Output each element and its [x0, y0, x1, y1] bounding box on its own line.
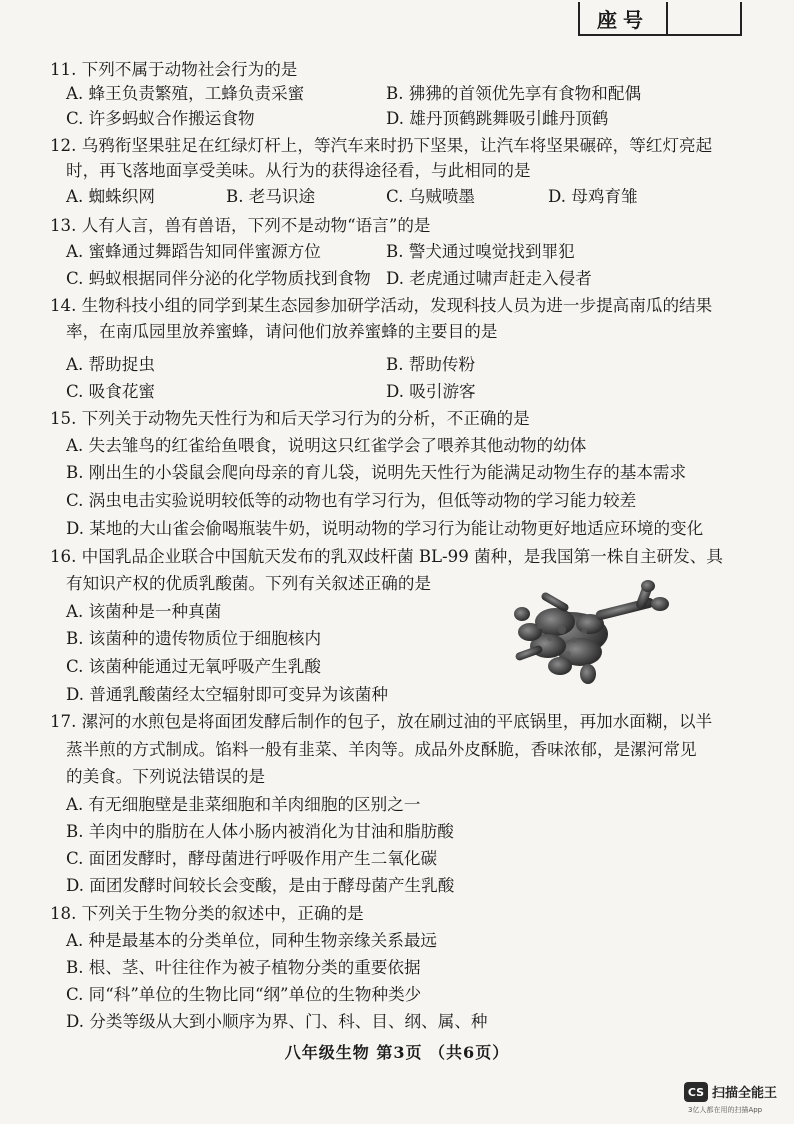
text-line: B. 狒狒的首领优先享有食物和配偶	[386, 84, 642, 103]
seat-number-label: 座号	[580, 2, 668, 34]
text-line: D. 雄丹顶鹤跳舞吸引雌丹顶鹤	[386, 109, 609, 128]
text-line: 有知识产权的优质乳酸菌。下列有关叙述正确的是	[66, 574, 432, 593]
text-line: C. 面团发酵时，酵母菌进行呼吸作用产生二氧化碳	[66, 849, 438, 868]
camscanner-watermark	[684, 1080, 792, 1116]
text-line: B. 帮助传粉	[386, 355, 476, 374]
text-line: B. 根、茎、叶往往作为被子植物分类的重要依据	[66, 958, 421, 977]
text-line: 18. 下列关于生物分类的叙述中，正确的是	[50, 904, 364, 923]
text-line: C. 蚂蚁根据同伴分泌的化学物质找到食物	[66, 269, 371, 288]
text-line: 蒸半煎的方式制成。馅料一般有韭菜、羊肉等。成品外皮酥脆，香味浓郁，是漯河常见	[66, 740, 697, 759]
text-line: B. 警犬通过嗅觉找到罪犯	[386, 242, 575, 261]
camscanner-logo-icon: CS	[684, 1082, 708, 1102]
text-line: B. 羊肉中的脂肪在人体小肠内被消化为甘油和脂肪酸	[66, 822, 454, 841]
camscanner-name: 扫描全能王	[712, 1086, 778, 1101]
text-line: A. 该菌种是一种真菌	[66, 602, 222, 621]
text-line: A. 有无细胞壁是韭菜细胞和羊肉细胞的区别之一	[66, 795, 421, 814]
camscanner-tagline: 3亿人都在用的扫描App	[688, 1106, 763, 1114]
text-line: C. 吸食花蜜	[66, 382, 156, 401]
text-line: C. 乌贼喷墨	[386, 187, 476, 206]
text-line: D. 母鸡育雏	[548, 187, 638, 206]
text-line: 16. 中国乳品企业联合中国航天发布的乳双歧杆菌 BL-99 菌种，是我国第一株自主研发、具	[50, 547, 723, 566]
text-line: A. 帮助捉虫	[66, 355, 155, 374]
text-line: 13. 人有人言，兽有兽语，下列不是动物“语言”的是	[50, 216, 431, 235]
page-footer: 八年级生物 第3页 （共6页）	[284, 1043, 510, 1062]
text-line: C. 涡虫电击实验说明较低等的动物也有学习行为，但低等动物的学习能力较差	[66, 491, 637, 510]
text-line: B. 老马识途	[226, 187, 316, 206]
text-line: B. 刚出生的小袋鼠会爬向母亲的育儿袋，说明先天性行为能满足动物生存的基本需求	[66, 463, 687, 482]
text-line: 15. 下列关于动物先天性行为和后天学习行为的分析，不正确的是	[50, 409, 530, 428]
text-line: 12. 乌鸦衔坚果驻足在红绿灯杆上，等汽车来时扔下坚果，让汽车将坚果碾碎，等红灯亮起	[50, 136, 713, 155]
text-line: A. 蜂王负责繁殖，工蜂负责采蜜	[66, 84, 305, 103]
text-line: 时，再飞落地面享受美味。从行为的获得途径看，与此相同的是	[66, 161, 531, 180]
text-line: 率，在南瓜园里放养蜜蜂，请问他们放养蜜蜂的主要目的是	[66, 322, 498, 341]
text-line: C. 同“科”单位的生物比同“纲”单位的生物种类少	[66, 985, 422, 1004]
text-line: A. 蜘蛛织网	[66, 187, 155, 206]
text-line: 14. 生物科技小组的同学到某生态园参加研学活动，发现科技人员为进一步提高南瓜的结果	[50, 296, 713, 315]
text-line: C. 许多蚂蚁合作搬运食物	[66, 109, 255, 128]
text-line: A. 失去雏鸟的红雀给鱼喂食，说明这只红雀学会了喂养其他动物的幼体	[66, 436, 587, 455]
text-line: D. 面团发酵时间较长会变酸，是由于酵母菌产生乳酸	[66, 876, 455, 895]
text-line: 17. 漯河的水煎包是将面团发酵后制作的包子，放在刷过油的平底锅里，再加水面糊，以半	[50, 712, 713, 731]
text-line: C. 该菌种能通过无氧呼吸产生乳酸	[66, 657, 321, 676]
text-line: B. 该菌种的遗传物质位于细胞核内	[66, 629, 322, 648]
text-line: D. 某地的大山雀会偷喝瓶装牛奶，说明动物的学习行为能让动物更好地适应环境的变化	[66, 519, 704, 538]
text-line: A. 蜜蜂通过舞蹈告知同伴蜜源方位	[66, 242, 321, 261]
text-line: 的美食。下列说法错误的是	[66, 767, 266, 786]
text-line: D. 老虎通过啸声赶走入侵者	[386, 269, 592, 288]
text-line: D. 普通乳酸菌经太空辐射即可变异为该菌种	[66, 685, 388, 704]
bifidobacterium-image	[500, 574, 676, 694]
text-line: 11. 下列不属于动物社会行为的是	[50, 60, 298, 79]
text-line: A. 种是最基本的分类单位，同种生物亲缘关系最远	[66, 931, 438, 950]
text-line: D. 吸引游客	[386, 382, 476, 401]
text-line: D. 分类等级从大到小顺序为界、门、科、目、纲、属、种	[66, 1012, 488, 1031]
